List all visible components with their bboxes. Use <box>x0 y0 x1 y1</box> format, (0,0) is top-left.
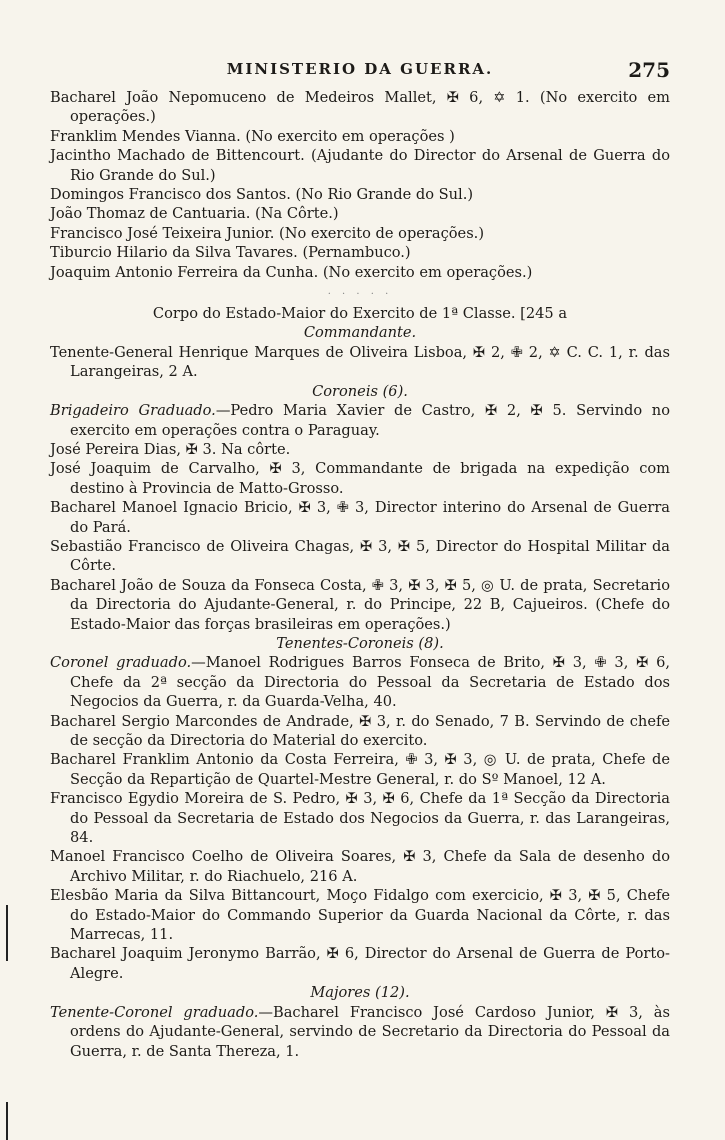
section-title: Corpo do Estado-Maior do Exercito de 1ª Classe. [245 a <box>152 305 568 323</box>
rank-label: Tenente-Coronel graduado. <box>50 1003 259 1021</box>
list-item: Bacharel Sergio Marcondes de Andrade, ✠ 3, r. do Senado, 7 B. Servindo de chefe de secção da Directoria do Material do exercito. <box>50 712 670 749</box>
margin-rule <box>6 1102 8 1140</box>
list-item: Tiburcio Hilario da Silva Tavares. (Pernambuco.) <box>50 244 411 262</box>
rank-label: Coronel graduado. <box>50 654 192 672</box>
list-item <box>50 1003 670 1061</box>
list-item: Bacharel João de Souza da Fonseca Costa, ✙ 3, ✠ 3, ✠ 5, ◎ U. de prata, Secretario da Directoria do Ajudante-General, r. do Principe, 22 B, Cajueiros. (Chefe do Estado-Maior das forças brasileiras em operações.) <box>50 576 670 633</box>
page-header <box>50 58 670 84</box>
list-item: José Joaquim de Carvalho, ✠ 3, Commandante de brigada na expedição com destino à Provincia de Matto-Grosso. <box>50 460 670 497</box>
list-item <box>50 653 670 711</box>
list-item: Francisco Egydio Moreira de S. Pedro, ✠ 3, ✠ 6, Chefe da 1ª Secção da Directoria do Pessoal da Secretaria de Estado dos Negocios da Guerra, r. das Larangeiras, 84. <box>50 790 670 847</box>
list-item: João Thomaz de Cantuaria. (Na Côrte.) <box>50 205 339 223</box>
entry-text: —Manoel Rodrigues Barros Fonseca de Brito, ✠ 3, ✙ 3, ✠ 6, Chefe da 2ª secção da Directoria do Pessoal da Secretaria de Estado dos Negocios da Guerra, r. da Guarda-Velha, 40. <box>70 654 670 711</box>
commandant-entry: Tenente-General Henrique Marques de Oliveira Lisboa, ✠ 2, ✙ 2, ✡ C. C. 1, r. das Larangeiras, 2 A. <box>50 343 670 381</box>
margin-rule <box>6 905 8 961</box>
commandant-heading: Commandante. <box>303 324 417 342</box>
list-item: Manoel Francisco Coelho de Oliveira Soares, ✠ 3, Chefe da Sala de desenho do Archivo Militar, r. do Riachuelo, 216 A. <box>50 848 670 885</box>
list-item: Domingos Francisco dos Santos. (No Rio Grande do Sul.) <box>50 186 474 204</box>
list-item: Elesbão Maria da Silva Bittancourt, Moço Fidalgo com exercicio, ✠ 3, ✠ 5, Chefe do Estado-Maior do Commando Superior da Guarda Nacional da Côrte, r. das Marrecas, 11. <box>50 887 670 944</box>
list-item <box>50 401 670 440</box>
separator: · · · · · <box>327 289 393 301</box>
list-item: Sebastião Francisco de Oliveira Chagas, ✠ 3, ✠ 5, Director do Hospital Militar da Côrte. <box>50 537 670 575</box>
list-item: Bacharel Franklim Antonio da Costa Ferreira, ✙ 3, ✠ 3, ◎ U. de prata, Chefe de Secção da Repartição de Quartel-Mestre General, r. do Sº Manoel, 12 A. <box>50 751 670 788</box>
coroneis-heading: Coroneis (6). <box>312 382 408 400</box>
list-item: Joaquim Antonio Ferreira da Cunha. (No exercito em operações.) <box>50 263 533 281</box>
entry-text: —Bacharel Francisco José Cardoso Junior, ✠ 3, às ordens do Ajudante-General, servindo de Secretario da Directoria do Pessoal da Guerra, r. de Santa Thereza, 1. <box>70 1003 671 1060</box>
page-body <box>50 88 670 1061</box>
list-item: Franklim Mendes Vianna. (No exercito em operações ) <box>50 127 455 145</box>
list-item: Francisco José Teixeira Junior. (No exercito de operações.) <box>50 224 485 242</box>
running-title: MINISTERIO DA GUERRA. <box>226 60 494 78</box>
list-item: Bacharel Manoel Ignacio Bricio, ✠ 3, ✙ 3, Director interino do Arsenal de Guerra do Pará. <box>50 499 670 536</box>
majores-heading: Majores (12). <box>310 984 410 1002</box>
entry-text: —Pedro Maria Xavier de Castro, ✠ 2, ✠ 5. Servindo no exercito em operações contra o Paraguay. <box>70 402 670 439</box>
list-item: José Pereira Dias, ✠ 3. Na côrte. <box>50 440 291 458</box>
list-item: Bacharel João Nepomuceno de Medeiros Mallet, ✠ 6, ✡ 1. (No exercito em operações.) <box>50 89 670 126</box>
tenentes-heading: Tenentes-Coroneis (8). <box>276 634 444 652</box>
rank-label: Brigadeiro Graduado. <box>50 402 216 420</box>
page-number: 275 <box>628 58 670 82</box>
list-item: Bacharel Joaquim Jeronymo Barrão, ✠ 6, Director do Arsenal de Guerra de Porto-Alegre. <box>50 945 670 982</box>
list-item: Jacintho Machado de Bittencourt. (Ajudante do Director do Arsenal de Guerra do Rio Grande do Sul.) <box>50 147 670 184</box>
